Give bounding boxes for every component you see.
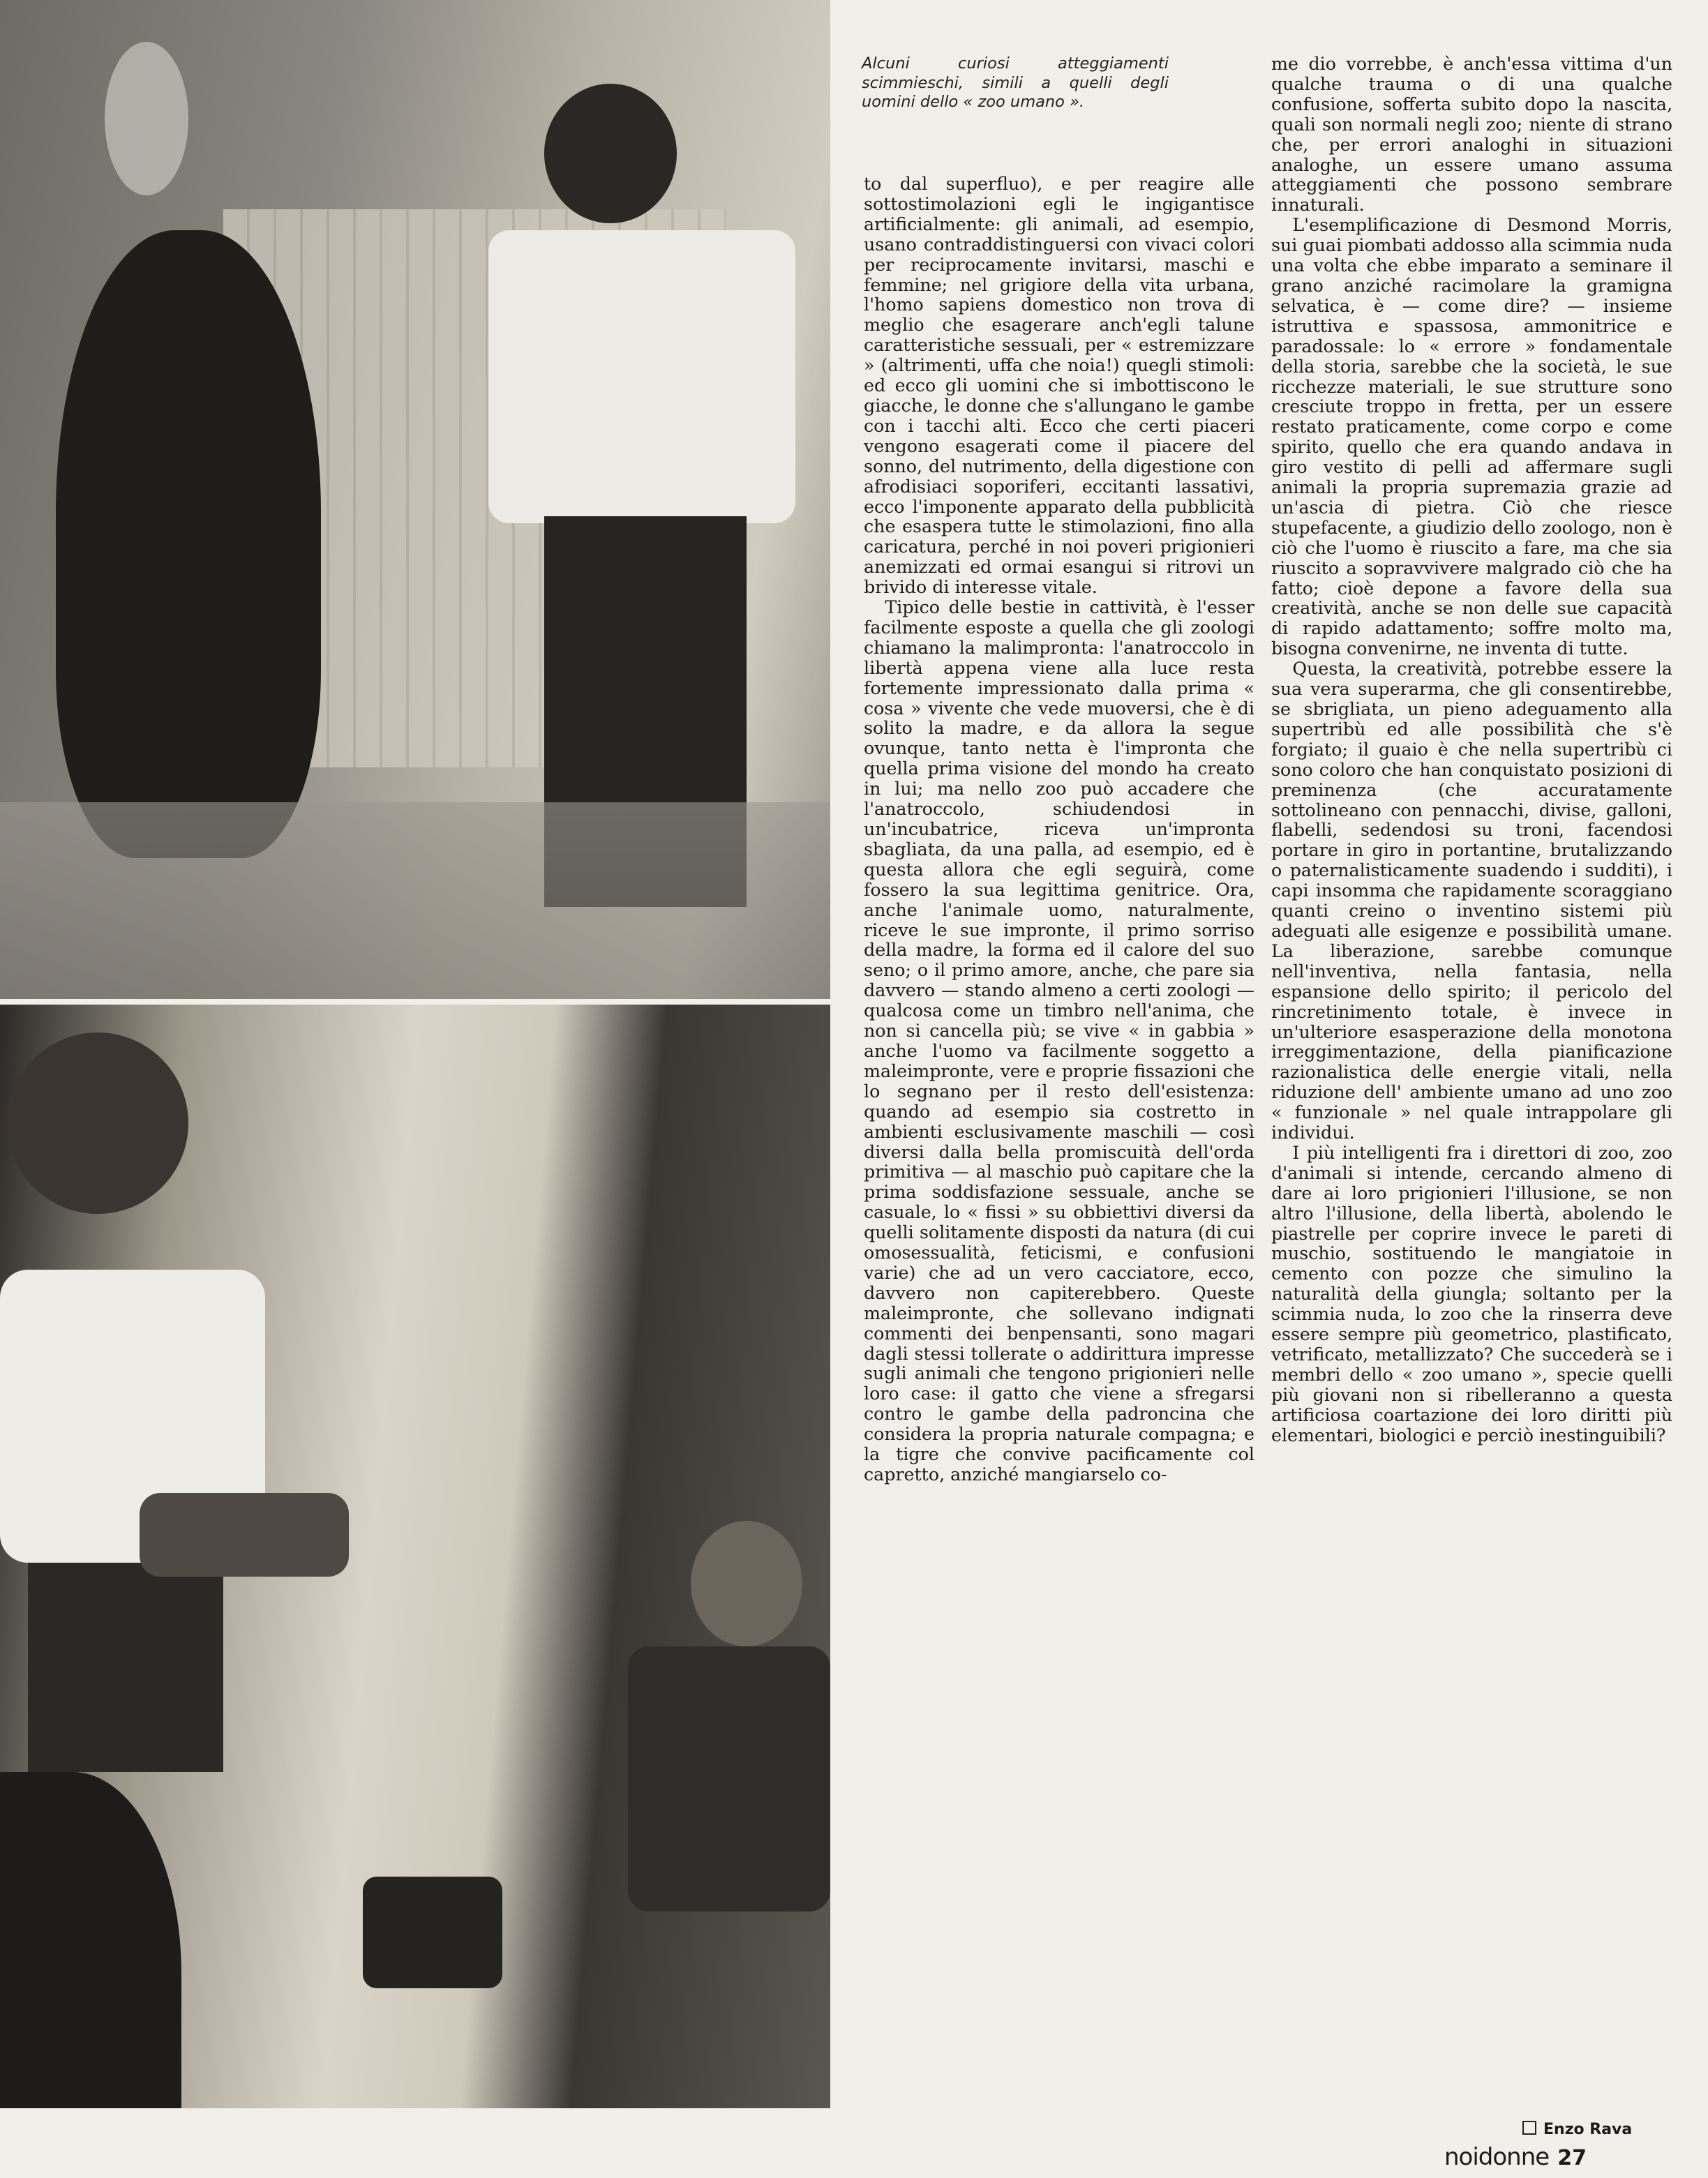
paragraph: Tipico delle bestie in cattività, è l'esser facilmente esposte a quella che gli zoologi chiamano la malimpronta: l'anatroccolo in libertà appena viene alla luce resta fortemente impressionato dalla prima « cosa » vivente che vede muoversi, che è di solito la madre, e da allora la segue ovunque, tanto netta è l'impronta che quella prima visione del mondo ha creato in lui; ma nello zoo può accadere che l'anatroccolo, schiudendosi in un'incubatrice, riceva un'impronta sbagliata, da una palla, ad esempio, ed è questa allora che egli seguirà, come fossero la sua legittima genitrice. Ora, anche l'animale uomo, naturalmente, riceve le sue impronte, il primo sorriso della madre, la forma ed il calore del suo seno; o il primo amore, anche, che pare sia davvero — stando almeno a certi zoologi — qualcosa come un timbro nell'anima, che non si cancella più; se vive « in gabbia » anche l'uomo va facilmente soggetto a maleimpronte, vere e proprie fissazioni che lo segnano per il resto dell'esistenza: quando ad esempio sia costretto in ambienti esclusivamente maschili — così diversi dalla bella promiscuità dell'orda primitiva — al maschio può capitare che la prima soddisfazione sessuale, anche se casuale, lo « fissi » su obbiettivi diversi da quelli solitamente disposti da natura (di cui omosessualità, feticismi, e confusioni varie) che ad un vero cacciatore, ecco, davvero non capiterebbero. Queste maleimpronte, che sollevano indignati commenti dei benpensanti, sono magari dagli stessi tollerate o addirittura impresse sugli animali che tengono prigionieri nelle loro case: il gatto che viene a sfregarsi contro le gambe della padroncina che considera la propria naturale compagna; e la tigre che convive pacificamente col capretto, anziché mangiarselo co- — [864, 597, 1254, 1485]
author-byline — [1522, 2121, 1632, 2138]
paragraph: Questa, la creatività, potrebbe essere la sua vera superarma, che gli consentirebbe, se sbrigliata, un pieno adeguamento alla supertribù ed alle possibilità che s'è forgiato; il guaio è che nella supertribù ci sono coloro che han conquistato posizioni di preminenza (che accuratamente sottolineano con pennacchi, divise, galloni, flabelli, sedendosi su troni, facendosi portare in giro in portantine, brutalizzando o paternalisticamente suadendo i sudditi), i capi insomma che rapidamente scoraggiano quanti creino o inventino sistemi più adeguati alle esigenze e possibilità umane. La liberazione, sarebbe comunque nell'inventiva, nella fantasia, nella espansione dello spirito; il pericolo del rincretinimento totale, è invece in un'ulteriore esasperazione della monotona irreggimentazione, della pianificazione razionalistica delle energie vitali, nella riduzione dell' ambiente umano ad uno zoo « funzionale » nel quale intrappolare gli individui. — [1271, 659, 1672, 1143]
page-number: 27 — [1557, 2146, 1587, 2170]
paragraph: I più intelligenti fra i direttori di zoo, zoo d'animali si intende, cercando almeno di dare ai loro prigionieri l'illusione, se non altro l'illusione, della libertà, abolendo le piastrelle per coprire invece le pareti di muschio, sostituendo le mangiatoie in cemento con pozze che simulino la naturalità della giungla; soltanto per la scimmia nuda, lo zoo che la rinserra deve essere sempre più geometrico, plastificato, vetrificato, metallizzato? Che succederà se i membri dello « zoo umano », specie quelli più giovani non si ribelleranno a questa artificiosa coartazione dei loro diritti più elementari, biologici e perciò inestinguibili? — [1271, 1142, 1672, 1445]
article-column-1 — [864, 174, 1254, 1485]
page-footer — [1444, 2143, 1587, 2171]
magazine-name: noidonne — [1444, 2143, 1550, 2171]
paragraph: me dio vorrebbe, è anch'essa vittima d'un qualche trauma o di una qualche confusione, sofferta subito dopo la nascita, quali son normali negli zoo; niente di strano che, per errori analoghi in situazioni analoghe, un essere umano assuma atteggiamenti che possono sembrare innaturali. — [1271, 54, 1672, 216]
article-column-2 — [1271, 54, 1672, 1446]
photo-two-children — [0, 1005, 830, 2108]
photo-chimp-and-boy — [0, 0, 830, 999]
paragraph: to dal superfluo), e per reagire alle sottostimolazioni egli le ingigantisce artificialmente: gli animali, ad esempio, usano contraddistinguersi con vivaci colori per reciprocamente invitarsi, maschi e femmine; nel grigiore della vita urbana, l'homo sapiens domestico non trova di meglio che esagerare anch'egli talune caratteristiche sessuali, per « estremizzare » (altrimenti, uffa che noia!) quegli stimoli: ed ecco gli uomini che si imbottiscono le giacche, le donne che s'allungano le gambe con i tacchi alti. Ecco che certi piaceri vengono esagerati come il piacere del sonno, del nutrimento, della digestione con afrodisiaci soporiferi, eccitanti lassativi, ecco l'imponente apparato della pubblicità che esaspera tutte le stimolazioni, fino alla caricatura, perché in noi poveri prigionieri anemizzati ed ormai esangui si ritrovi un brivido di interesse vitale. — [864, 174, 1254, 598]
square-bullet-icon — [1522, 2121, 1536, 2135]
photo-caption: Alcuni curiosi atteggiamenti scimmieschi, simili a quelli degli uomini dello « zoo umano ». — [862, 54, 1169, 111]
paragraph: L'esemplificazione di Desmond Morris, sui guai piombati addosso alla scimmia nuda una volta che ebbe imparato a seminare il grano anziché racimolare la gramigna selvatica, è — come dire? — insieme istruttiva e spassosa, ammonitrice e paradossale: lo « errore » fondamentale della storia, sarebbe che la società, le sue ricchezze materiali, le sue strutture sono cresciute troppo in fretta, per un essere restato praticamente, come corpo e come spirito, quello che era quando andava in giro vestito di pelli ad affermare sugli animali la propria supremazia grazie ad un'ascia di pietra. Ciò che riesce stupefacente, a giudizio dello zoologo, non è ciò che l'uomo è riuscito a fare, ma che sia riuscito a sopravvivere malgrado ciò che ha fatto; cioè depone a favore della sua creatività, anche se non delle sue capacità di rapido adattamento; soffre molto ma, bisogna convenirne, ne inventa di tutte. — [1271, 215, 1672, 659]
author-name: Enzo Rava — [1543, 2121, 1633, 2138]
